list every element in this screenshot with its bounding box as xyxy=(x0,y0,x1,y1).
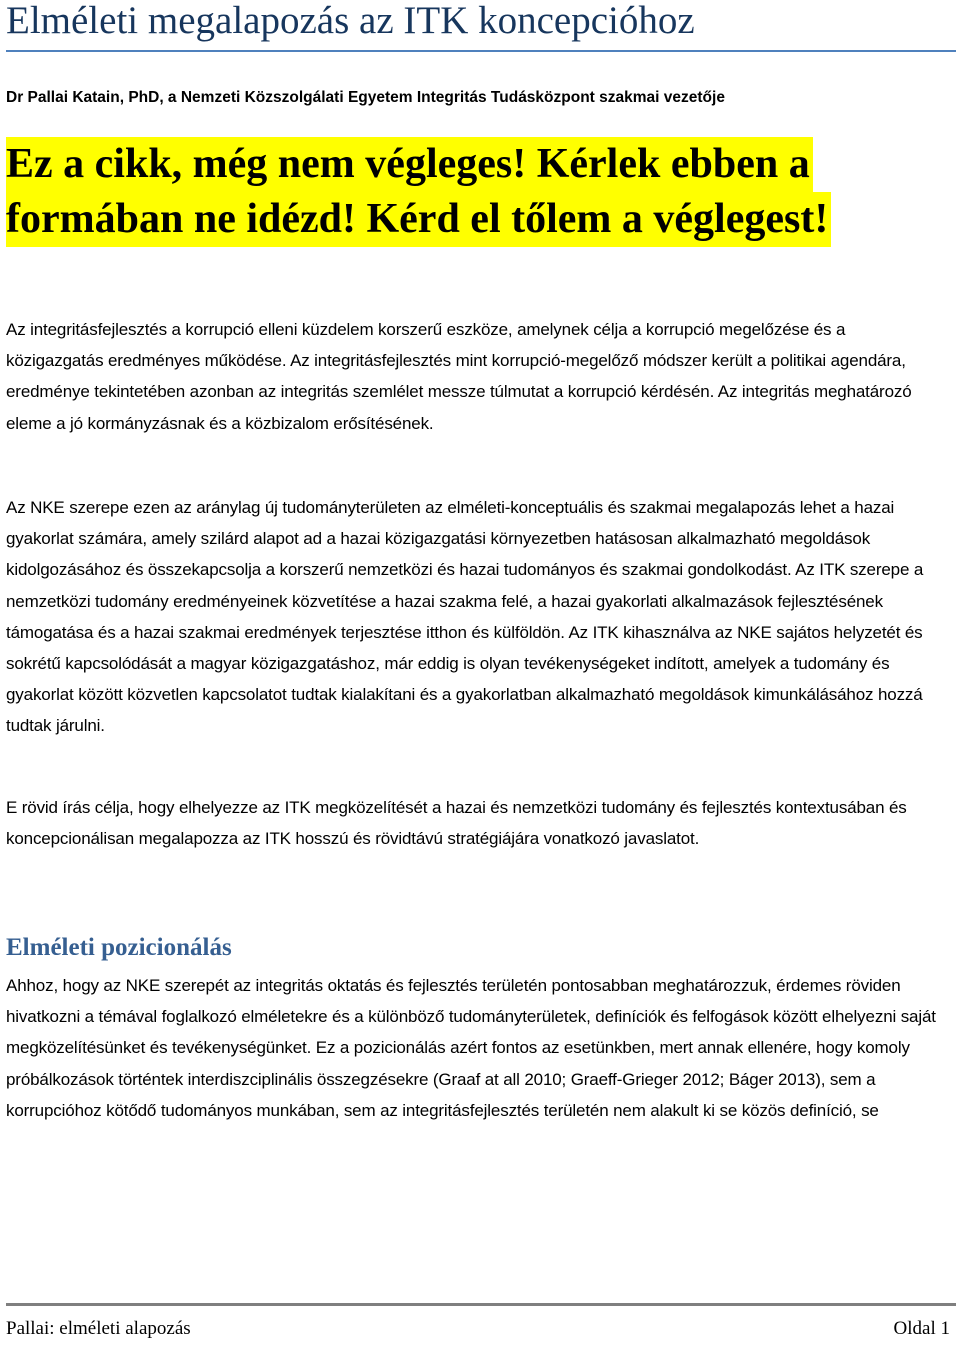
section-heading: Elméleti pozicionálás xyxy=(6,934,232,961)
footer-rule xyxy=(6,1303,956,1306)
footer-page-number: Oldal 1 xyxy=(893,1318,950,1339)
draft-warning xyxy=(6,137,831,247)
title-underline xyxy=(6,50,956,52)
author-line: Dr Pallai Katain, PhD, a Nemzeti Közszolgálati Egyetem Integritás Tudásközpont szakmai vezetője xyxy=(6,89,725,106)
intro-paragraph-3: E rövid írás célja, hogy elhelyezze az ITK megközelítését a hazai és nemzetközi tudomány és fejlesztés kontextusában és koncepcionálisan megalapozza az ITK hosszú és rövidtávú stratégiájára vonatkozó javaslatot. xyxy=(6,798,907,849)
section-paragraph: Ahhoz, hogy az NKE szerepét az integritás oktatás és fejlesztés területén pontosabban meghatározzuk, érdemes röviden hivatkozni a témával foglalkozó elméletekre és a különböző tudományterületek, definíciók és felfogások között elhelyezni saját megközelítésünket és tevékenységünket. Ez a pozicionálás azért fontos az esetünkben, mert annak ellenére, hogy komoly próbálkozások történtek interdiszciplinális összegzésekre (Graaf at all 2010; Graeff-Grieger 2012; Báger 2013), sem a korrupcióhoz kötődő tudományos munkában, sem az integritásfejlesztés területén nem alakult ki se közös definíció, se xyxy=(6,976,936,1120)
document-title: Elméleti megalapozás az ITK koncepcióhoz xyxy=(6,0,695,42)
intro-paragraph-2: Az NKE szerepe ezen az aránylag új tudományterületen az elméleti-konceptuális és szakmai megalapozás lehet a hazai gyakorlat számára, amely szilárd alapot ad a hazai közigazgatási környezetben hatásosan alkalmazható megoldások kidolgozásához és összekapcsolja a korszerű nemzetközi és hazai tudományos és szakmai gondolkodást. Az ITK szerepe a nemzetközi tudomány eredményeinek közvetítése a hazai szakma felé, a hazai gyakorlati alkalmazások fejlesztésének támogatása és a hazai szakmai eredmények terjesztése itthon és külföldön. Az ITK kihasználva az NKE sajátos helyzetét és sokrétű kapcsolódását a magyar közigazgatáshoz, már eddig is olyan tevékenységeket indított, amelyek a tudomány és gyakorlat között közvetlen kapcsolatot tudtak kialakítani és a gyakorlatban alkalmazható megoldások kimunkálásához hozzá tudtak járulni. xyxy=(6,498,924,736)
draft-warning-line-1: Ez a cikk, még nem végleges! Kérlek ebben a xyxy=(6,137,813,192)
footer-running-title: Pallai: elméleti alapozás xyxy=(6,1318,191,1339)
draft-warning-line-2: formában ne idézd! Kérd el tőlem a véglegest! xyxy=(6,192,831,247)
intro-paragraph-1: Az integritásfejlesztés a korrupció elleni küzdelem korszerű eszköze, amelynek célja a korrupció megelőzése és a közigazgatás eredményes működése. Az integritásfejlesztés mint korrupció-megelőző módszer került a politikai agendára, eredménye tekintetében azonban az integritás szemlélet messze túlmutat a korrupció kérdésén. Az integritás meghatározó eleme a jó kormányzásnak és a közbizalom erősítésének. xyxy=(6,320,912,433)
